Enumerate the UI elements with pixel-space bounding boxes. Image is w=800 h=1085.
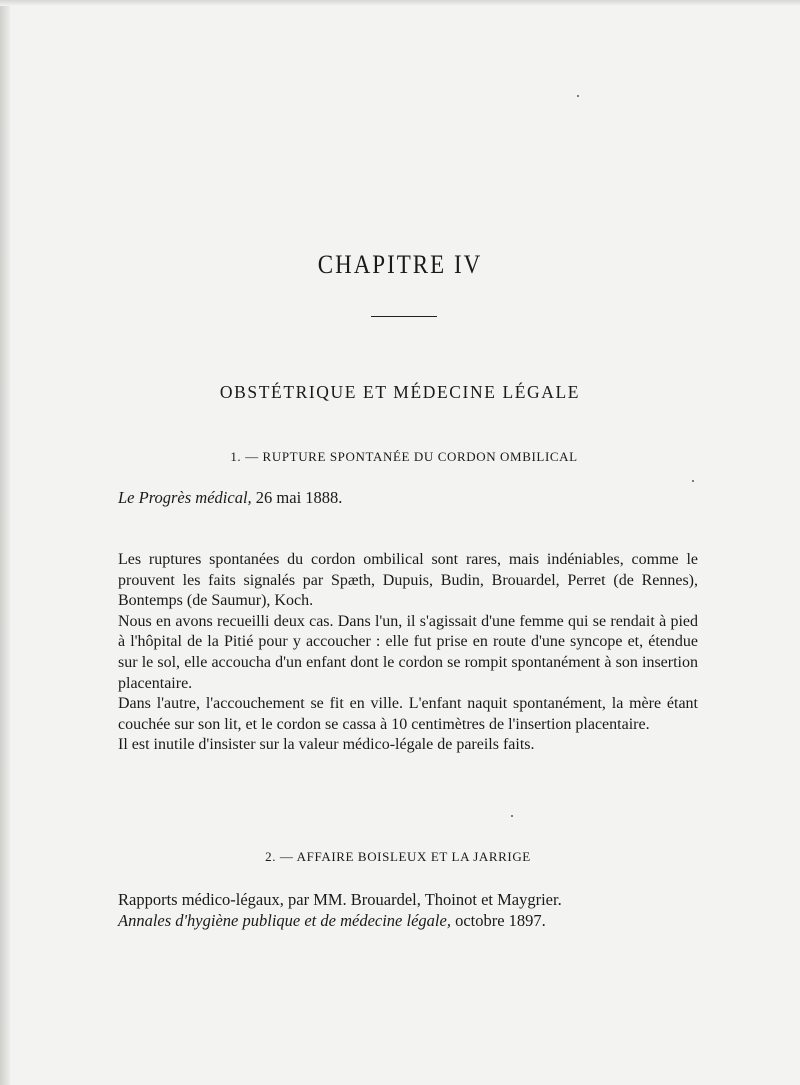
paragraph-3: Dans l'autre, l'accouchement se fit en ville. L'enfant naquit spontanément, la mère étant couchée sur son lit, et le cordon se cassa à 10 centimètres de l'insertion placentaire. <box>118 695 698 733</box>
page-edge-shadow <box>0 0 10 1085</box>
paper-speck <box>692 480 694 482</box>
paragraph-1: Les ruptures spontanées du cordon ombilical sont rares, mais indéniables, comme le prouvent les faits signalés par Spæth, Dupuis, Budin, Brouardel, Perret (de Rennes), Bontemps (de Saumur), Koch. <box>118 551 698 610</box>
chapter-title: CHAPITRE IV <box>317 250 483 279</box>
annales-date: octobre 1897. <box>450 911 546 930</box>
rapports-line: Rapports médico-légaux, par MM. Brouardel, Thoinot et Maygrier. <box>118 890 562 909</box>
article-1-body <box>118 550 698 756</box>
paper-speck <box>577 95 579 97</box>
annales-title: Annales d'hygiène publique et de médecine légale, <box>118 911 451 930</box>
page-top-shadow <box>0 0 800 6</box>
article-1-heading: 1. — RUPTURE SPONTANÉE DU CORDON OMBILICAL <box>230 449 578 464</box>
paper-speck <box>511 815 513 817</box>
paragraph-2: Nous en avons recueilli deux cas. Dans l'un, il s'agissait d'une femme qui se rendait à pied à l'hôpital de la Pitié pour y accoucher : elle fut prise en route d'une syncope et, étendue sur le sol, elle accoucha d'un enfant dont le cordon se rompit spontanément à son insertion placentaire. <box>118 612 698 692</box>
article-2-heading: 2. — AFFAIRE BOISLEUX ET LA JARRIGE <box>265 849 531 864</box>
reference-journal: Le Progrès médical, <box>118 488 252 507</box>
title-divider <box>371 316 437 317</box>
paragraph-4: Il est inutile d'insister sur la valeur médico-légale de pareils faits. <box>118 736 535 754</box>
annales-line <box>118 910 718 931</box>
article-1-reference <box>118 488 342 508</box>
reference-date: 26 mai 1888. <box>251 488 343 507</box>
article-2-reference <box>118 889 718 931</box>
section-title: OBSTÉTRIQUE ET MÉDECINE LÉGALE <box>219 382 581 402</box>
